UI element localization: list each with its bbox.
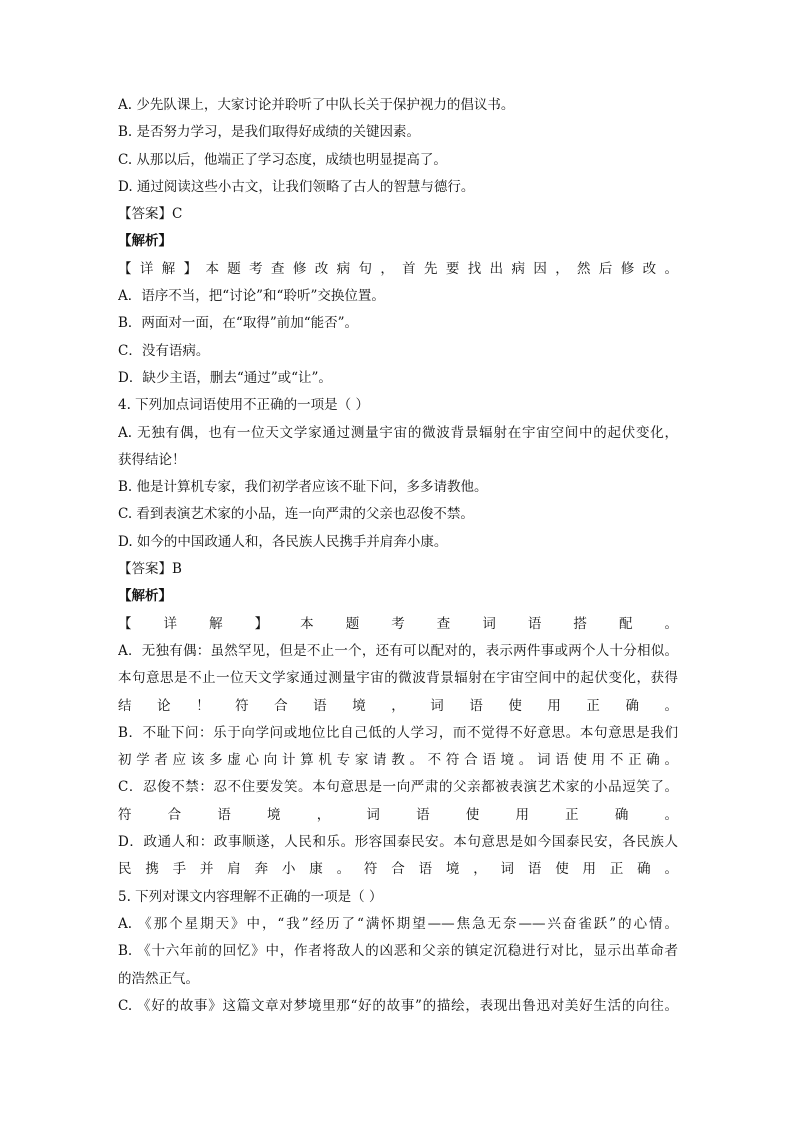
text-line: 【解析】 <box>118 588 172 605</box>
text-line: D．政通人和：政事顺遂，人民和乐。形容国泰民安。本句意思是如今国泰民安，各民族人 <box>118 834 678 851</box>
text-body <box>118 92 678 1020</box>
text-line: A. 《那个星期天》中，“我”经历了“满怀期望——焦急无奈——兴奋雀跃”的心情。 <box>118 915 678 932</box>
text-line: C．忍俊不禁：忍不住要发笑。本句意思是一向严肃的父亲都被表演艺术家的小品逗笑了。 <box>118 779 678 796</box>
text-line: B. 《十六年前的回忆》中，作者将敌人的凶恶和父亲的镇定沉稳进行对比，显示出革命者 <box>118 943 678 960</box>
text-line: 【详解】本题考查修改病句，首先要找出病因，然后修改。 <box>118 260 678 277</box>
text-line: D. 如今的中国政通人和，各民族人民携手并肩奔小康。 <box>118 533 448 550</box>
text-line: 【答案】B <box>118 561 182 578</box>
text-line: A. 少先队课上，大家讨论并聆听了中队长关于保护视力的倡议书。 <box>118 97 515 113</box>
text-line: D. 通过阅读这些小古文，让我们领略了古人的智慧与德行。 <box>118 178 475 195</box>
text-line: 的浩然正气。 <box>118 970 199 987</box>
text-line: 获得结论！ <box>118 451 186 468</box>
text-line: C. 《好的故事》这篇文章对梦境里那“好的故事”的描绘，表现出鲁迅对美好生活的向往。 <box>118 997 678 1014</box>
text-line: C. 从那以后，他端正了学习态度，成绩也明显提高了。 <box>118 151 447 168</box>
text-line: 【详解】本题考查词语搭配。 <box>118 615 678 632</box>
text-line: 【答案】C <box>118 206 183 223</box>
text-line: A．无独有偶：虽然罕见，但是不止一个，还有可以配对的，表示两件事或两个人十分相似。 <box>118 642 678 659</box>
text-line: 符合语境，词语使用正确。 <box>118 806 678 823</box>
document-page <box>118 92 678 1020</box>
text-line: 4. 下列加点词语使用不正确的一项是（ ） <box>118 397 369 414</box>
text-line: 5. 下列对课文内容理解不正确的一项是（ ） <box>118 888 383 905</box>
text-line: B．两面对一面，在“取得”前加“能否”。 <box>118 315 359 332</box>
text-line: C．没有语病。 <box>118 342 210 359</box>
text-line: 结论！符合语境，词语使用正确。 <box>118 697 678 714</box>
text-line: 初学者应该多虚心向计算机专家请教。不符合语境。词语使用不正确。 <box>118 752 678 769</box>
text-line: C. 看到表演艺术家的小品，连一向严肃的父亲也忍俊不禁。 <box>118 506 474 523</box>
text-line: D．缺少主语，删去“通过”或“让”。 <box>118 369 332 386</box>
text-line: A．语序不当，把“讨论”和“聆听”交换位置。 <box>118 288 385 305</box>
text-line: 【解析】 <box>118 233 172 250</box>
text-line: B. 是否努力学习，是我们取得好成绩的关键因素。 <box>118 124 421 141</box>
text-line: 本句意思是不止一位天文学家通过测量宇宙的微波背景辐射在宇宙空间中的起伏变化，获得 <box>118 670 678 687</box>
text-line: B．不耻下问：乐于向学问或地位比自己低的人学习，而不觉得不好意思。本句意思是我们 <box>118 724 678 741</box>
text-line: B. 他是计算机专家，我们初学者应该不耻下问，多多请教他。 <box>118 479 488 496</box>
text-line: A. 无独有偶，也有一位天文学家通过测量宇宙的微波背景辐射在宇宙空间中的起伏变化， <box>118 424 678 441</box>
text-line: 民携手并肩奔小康。符合语境，词语使用正确。 <box>118 861 678 878</box>
